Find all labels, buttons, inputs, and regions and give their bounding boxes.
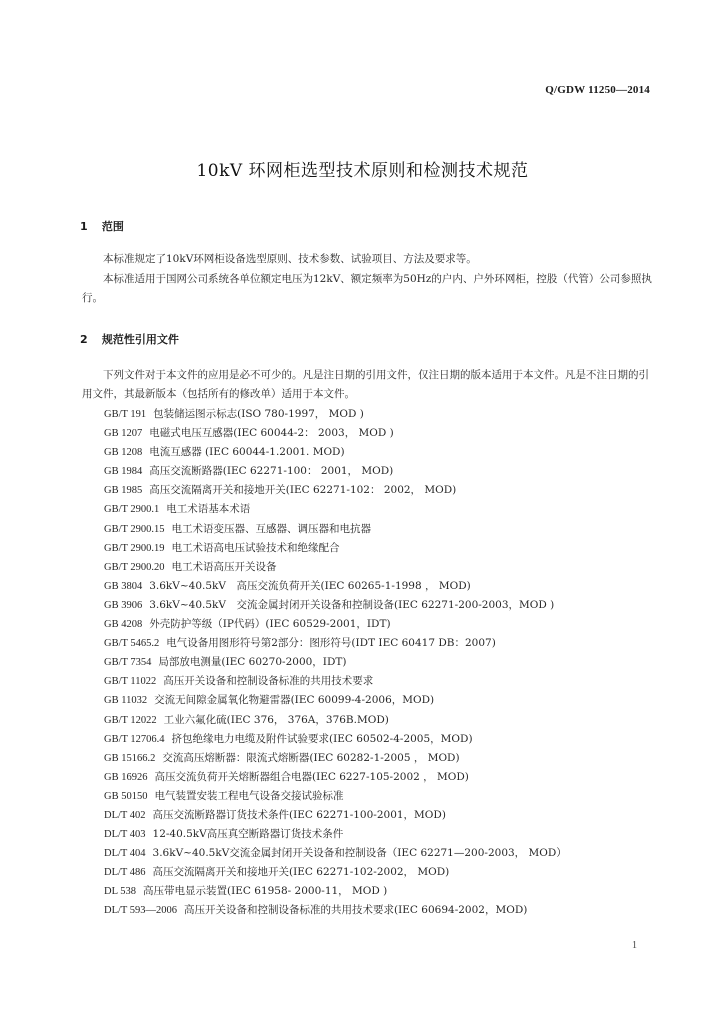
reference-title: 电工术语基本术语	[166, 503, 251, 516]
reference-item	[104, 558, 664, 577]
reference-code: DL/T 486	[104, 867, 146, 879]
reference-item	[104, 405, 664, 424]
reference-title: 挤包绝缘电力电缆及附件试验要求(IEC 60502-4-2005，MOD)	[171, 732, 473, 745]
document-title: 10kV 环网柜选型技术原则和检测技术规范	[196, 161, 529, 181]
reference-item	[104, 653, 664, 672]
reference-title: 电流互感器 (IEC 60044-1.2001. MOD)	[149, 446, 345, 459]
reference-code: GB/T 2900.20	[104, 561, 165, 573]
reference-code: GB 16926	[104, 771, 148, 783]
reference-item	[104, 634, 664, 653]
reference-title: 工业六氟化硫(IEC 376， 376A，376B.MOD)	[163, 713, 389, 726]
reference-title: 高压开关设备和控制设备标准的共用技术要求	[163, 675, 374, 688]
reference-code: GB 3906	[104, 599, 143, 611]
reference-title: 包装储运图示标志(ISO 780-1997， MOD )	[153, 408, 364, 420]
reference-title: 电气设备用图形符号第2部分：图形符号(IDT IEC 60417 DB：2007)	[166, 637, 496, 650]
reference-item	[104, 520, 664, 539]
reference-item	[104, 424, 664, 443]
reference-item	[104, 500, 664, 519]
reference-item	[104, 825, 664, 844]
reference-title: 外壳防护等级（IP代码）(IEC 60529-2001，IDT)	[149, 618, 391, 631]
reference-code: GB 11032	[104, 695, 148, 707]
reference-item	[104, 768, 664, 787]
reference-code: GB/T 2900.19	[104, 542, 165, 554]
reference-item	[104, 711, 664, 730]
scope-paragraph: 本标准适用于国网公司系统各单位额定电压为12kV、额定频率为50Hz的户内、户外环网柜，控股（代管）公司参照执行。	[82, 273, 652, 304]
reference-title: 高压交流负荷开关熔断器组合电器(IEC 6227-105-2002 ， MOD)	[154, 770, 469, 783]
reference-item	[104, 615, 664, 634]
reference-title: 电磁式电压互感器(IEC 60044-2： 2003， MOD )	[149, 427, 394, 440]
reference-title: 高压交流断路器(IEC 62271-100： 2001， MOD)	[149, 465, 394, 478]
reference-title: 高压交流隔离开关和接地开关(IEC 62271-102-2002， MOD)	[152, 866, 450, 879]
reference-code: GB 15166.2	[104, 752, 156, 764]
reference-code: GB/T 11022	[104, 676, 157, 688]
reference-code: GB/T 5465.2	[104, 638, 160, 650]
reference-code: DL/T 593—2006	[104, 905, 178, 917]
reference-title: 3.6kV~40.5kV 高压交流负荷开关(IEC 60265-1-1998 ， MOD)	[149, 579, 471, 592]
section-number: 1	[80, 220, 88, 233]
reference-code: GB/T 12706.4	[104, 733, 165, 745]
reference-title: 电工术语高压开关设备	[171, 560, 277, 573]
reference-item	[104, 539, 664, 558]
section-2-heading	[80, 331, 179, 347]
reference-title: 局部放电测量(IEC 60270-2000，IDT)	[158, 656, 347, 669]
reference-code: DL/T 403	[104, 829, 146, 841]
reference-item	[104, 787, 664, 806]
reference-item	[104, 481, 664, 500]
reference-title: 电工术语变压器、互感器、调压器和电抗器	[171, 522, 371, 535]
reference-item	[104, 806, 664, 825]
reference-title: 高压交流隔离开关和接地开关(IEC 62271-102： 2002， MOD)	[149, 484, 457, 497]
reference-item	[104, 882, 664, 901]
reference-code: GB 1985	[104, 485, 143, 497]
reference-code: GB 1208	[104, 447, 143, 459]
section-number: 2	[80, 333, 88, 346]
reference-title: 交流高压熔断器：限流式熔断器(IEC 60282-1-2005 ， MOD)	[162, 751, 460, 764]
reference-item	[104, 672, 664, 691]
reference-title: 高压交流断路器订货技术条件(IEC 62271-100-2001，MOD)	[152, 808, 446, 821]
reference-code: GB/T 191	[104, 409, 147, 420]
reference-code: GB/T 2900.15	[104, 523, 165, 535]
reference-code: GB 4208	[104, 619, 143, 631]
reference-title: 交流无间隙金属氧化物避雷器(IEC 60099-4-2006，MOD)	[154, 694, 435, 707]
reference-title: 高压开关设备和控制设备标准的共用技术要求(IEC 60694-2002，MOD)	[184, 904, 528, 917]
scope-paragraph: 本标准规定了10kV环网柜设备选型原则、技术参数、试验项目、方法及要求等。	[103, 253, 477, 265]
normative-intro-paragraph: 下列文件对于本文件的应用是必不可少的。凡是注日期的引用文件，仅注日期的版本适用于本文件。凡是不注日期的引用文件，其最新版本（包括所有的修改单）适用于本文件。	[82, 369, 649, 400]
reference-code: GB 50150	[104, 790, 148, 802]
reference-code: DL 538	[104, 886, 136, 898]
reference-item	[104, 577, 664, 596]
reference-title: 电工术语高电压试验技术和绝缘配合	[171, 541, 340, 554]
reference-code: DL/T 402	[104, 809, 146, 821]
section-title: 规范性引用文件	[101, 333, 179, 346]
reference-title: 12-40.5kV高压真空断路器订货技术条件	[152, 828, 344, 841]
page-number: 1	[632, 940, 637, 951]
reference-title: 电气装置安装工程电气设备交接试验标准	[154, 789, 344, 802]
section-title: 范围	[101, 220, 124, 233]
reference-code: GB 1984	[104, 466, 143, 478]
reference-item	[104, 749, 664, 768]
reference-item	[104, 443, 664, 462]
reference-list	[104, 405, 664, 921]
reference-item	[104, 730, 664, 749]
reference-code: DL/T 404	[104, 848, 146, 860]
reference-item	[104, 462, 664, 481]
reference-title: 3.6kV~40.5kV交流金属封闭开关设备和控制设备（IEC 62271—200-2003， MOD）	[152, 847, 567, 860]
reference-item	[104, 901, 664, 920]
reference-title: 高压带电显示装置(IEC 61958- 2000-11， MOD )	[142, 885, 388, 898]
reference-item	[104, 691, 664, 710]
reference-item	[104, 844, 664, 863]
reference-code: GB 3804	[104, 580, 143, 592]
reference-code: GB 1207	[104, 428, 143, 440]
reference-title: 3.6kV~40.5kV 交流金属封闭开关设备和控制设备(IEC 62271-200-2003，MOD )	[149, 598, 555, 611]
section-1-heading	[80, 218, 124, 234]
reference-item	[104, 863, 664, 882]
reference-code: GB/T 12022	[104, 714, 157, 726]
reference-code: GB/T 2900.1	[104, 504, 160, 516]
reference-code: GB/T 7354	[104, 657, 152, 669]
standard-code: Q/GDW 11250—2014	[545, 84, 650, 96]
reference-item	[104, 596, 664, 615]
